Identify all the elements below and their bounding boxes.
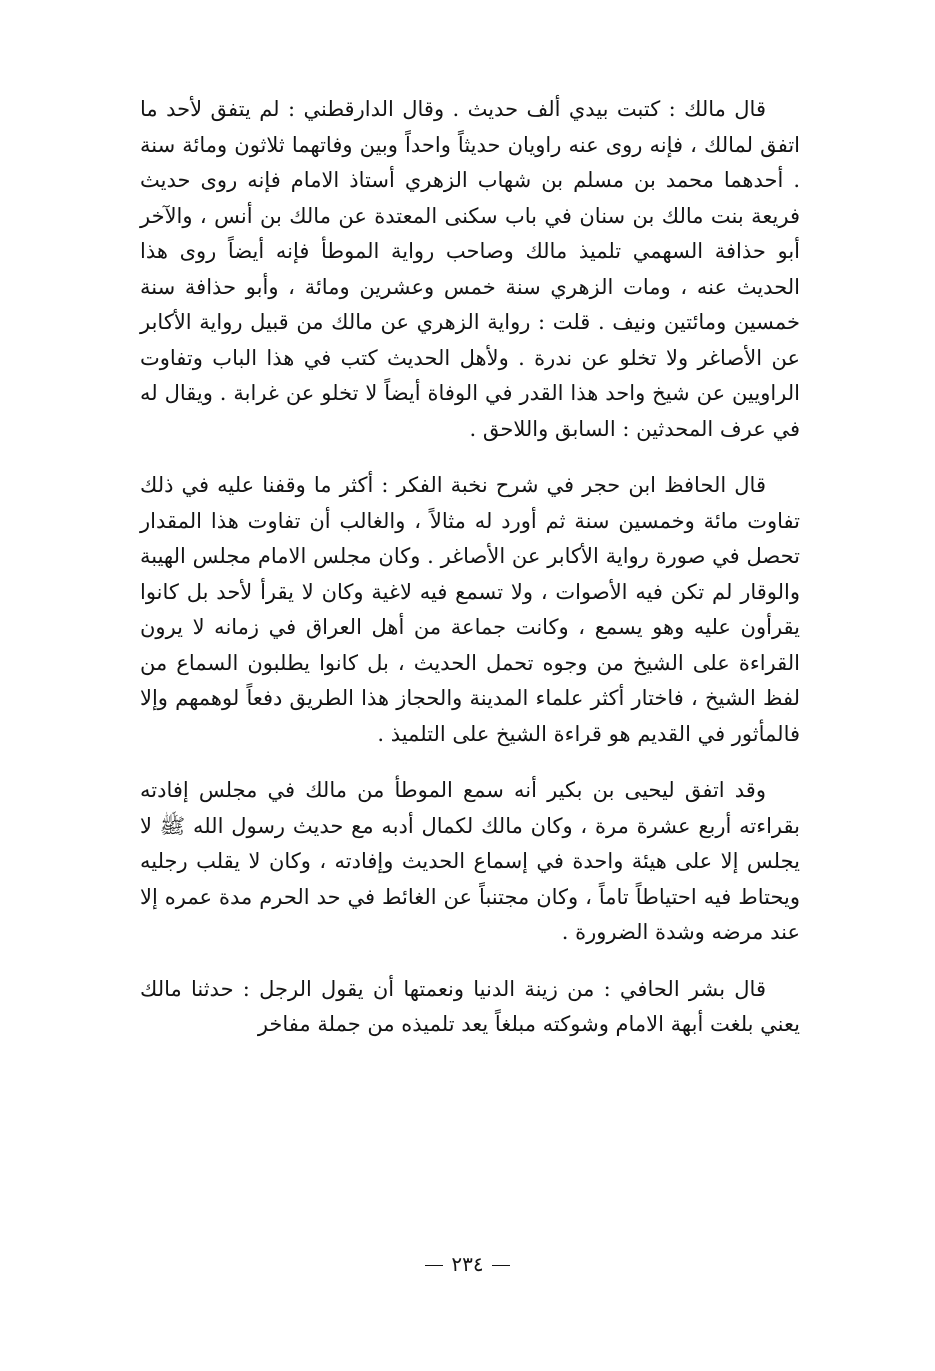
page-number-text: ٢٣٤ [451,1252,484,1276]
page-body [140,92,800,1043]
paragraph: قال الحافظ ابن حجر في شرح نخبة الفكر : أكثر ما وقفنا عليه في ذلك تفاوت مائة وخمسين سنة ثم أورد له مثالاً ، والغالب أن تفاوت هذا المقدار تحصل في صورة رواية الأكابر عن الأصاغر . وكان مجلس الامام مجلس الهيبة والوقار لم تكن فيه الأصوات ، ولا تسمع فيه لاغية وكان لا يقرأ لأحد بل كانوا يقرأون عليه وهو يسمع ، وكانت جماعة من أهل العراق في زمانه لا يرون القراءة على الشيخ من وجوه تحمل الحديث ، بل كانوا يطلبون السماع من لفظ الشيخ ، فاختار أكثر علماء المدينة والحجاز هذا الطريق دفعاً لوهمهم وإلا فالمأثور في القديم هو قراءة الشيخ على التلميذ . [140,473,800,746]
paragraph: وقد اتفق ليحيى بن بكير أنه سمع الموطأ من مالك في مجلس إفادته بقراءته أربع عشرة مرة ، وكان مالك لكمال أدبه مع حديث رسول الله ﷺ لا يجلس إلا على هيئة واحدة في إسماع الحديث وإفادته ، وكان لا يقلب رجليه ويحتاط فيه احتياطاً تاماً ، وكان مجتنباً عن الغائط في حد الحرم مدة عمره إلا عند مرضه وشدة الضرورة . [140,778,800,944]
dash-right [425,1265,443,1266]
dash-left [492,1265,510,1266]
paragraph: قال مالك : كتبت بيدي ألف حديث . وقال الدارقطني : لم يتفق لأحد ما اتفق لمالك ، فإنه روى عنه راويان حديثاً واحداً وبين وفاتهما ثلاثون ومائة سنة . أحدهما محمد بن مسلم بن شهاب الزهري أستاذ الامام فإنه روى حديث فريعة بنت مالك بن سنان في باب سكنى المعتدة عن مالك بن أنس ، والآخر أبو حذافة السهمي تلميذ مالك وصاحب رواية الموطأ فإنه أيضاً روى هذا الحديث عنه ، ومات الزهري سنة خمس وعشرين ومائة ، وأبو حذافة سنة خمسين ومائتين ونيف . قلت : رواية الزهري عن مالك من قبيل رواية الأكابر عن الأصاغر ولا تخلو عن ندرة . ولأهل الحديث كتب في هذا الباب وتفاوت الراويين عن شيخ واحد هذا القدر في الوفاة أيضاً لا تخلو عن غرابة . ويقال له في عرف المحدثين : السابق واللاحق . [140,97,800,441]
paragraph: قال بشر الحافي : من زينة الدنيا ونعمتها أن يقول الرجل : حدثنا مالك يعني بلغت أبهة الامام وشوكته مبلغاً يعد تلميذه من جملة مفاخر [140,976,800,1036]
page-number [0,1252,935,1276]
